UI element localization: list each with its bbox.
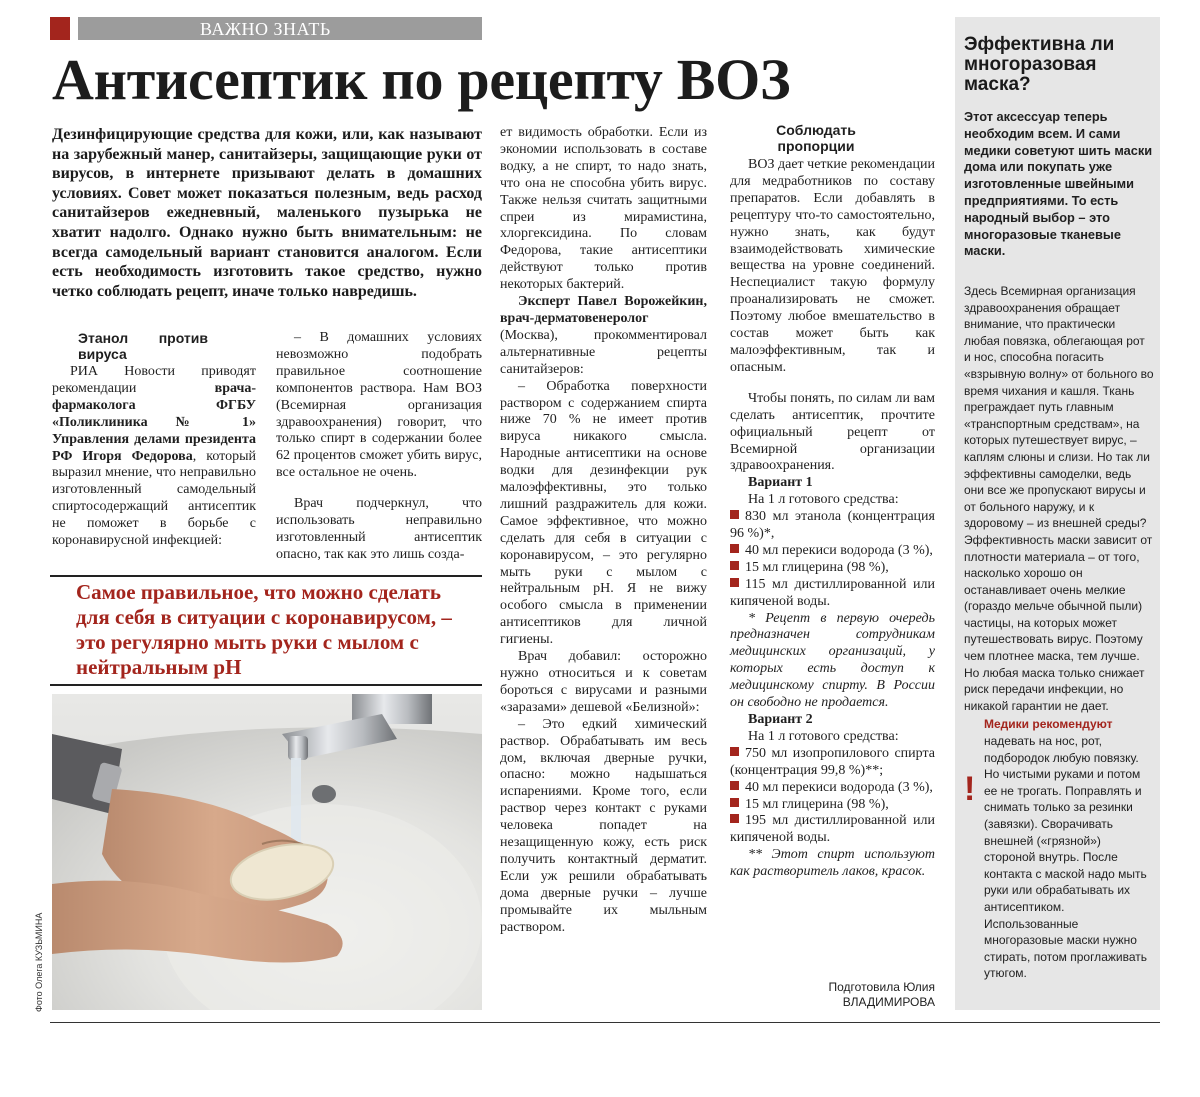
column-1 — [52, 330, 256, 550]
variant-2-intro: На 1 л готового средства: — [748, 728, 899, 744]
pull-quote-bottom-rule — [50, 684, 482, 686]
col2-paragraph-2: Врач подчеркнул, что использовать неправильно изготовленный антисептик опасно, так как это лишь созда- — [276, 496, 482, 562]
subhead-proportions: Соблюдать пропорции — [776, 122, 856, 154]
photo-credit: Фото Олега КУЗЬМИНА — [34, 912, 44, 1012]
col3-paragraph-2: Эксперт Павел Ворожейкин, врач-дерматовенеролог (Москва), прокомментировал альтернативные рецепты санитайзеров: — [500, 294, 707, 377]
list-item: 115 мл дистиллированной или кипяченой воды. — [730, 576, 935, 609]
exclamation-icon: ! — [964, 770, 976, 808]
column-2 — [276, 330, 482, 564]
list-item: 15 мл глицерина (98 %), — [730, 797, 935, 814]
list-item: 195 мл дистиллированной или кипяченой воды. — [730, 813, 935, 846]
page-bottom-rule — [50, 1022, 1160, 1023]
pull-quote: Самое правильное, что можно сделать для себя в ситуации с коронавирусом, – это регулярно мыть руки с мылом с нейтральным pH — [76, 580, 452, 679]
article-headline: Антисептик по рецепту ВОЗ — [52, 47, 791, 112]
handwashing-illustration — [52, 694, 482, 1010]
variant-1-intro: На 1 л готового средства: — [748, 492, 899, 508]
col4-paragraph-2: Чтобы понять, по силам ли вам сделать антисептик, прочтите официальный рецепт от Всемирной организации здравоохранения. — [730, 390, 935, 474]
col3-paragraph-5: – Это едкий химический раствор. Обрабатывать им весь дом, включая дверные ручки, опасно: можно надышаться испарениями. Кроме того, если раствор через контакт с руками человека попадет на незащищенную кожу, есть риск получить контактный дерматит. Если уж решили обрабатывать дома дверные ручки – лучше промывайте их мыльным раствором. — [500, 716, 707, 935]
list-item: 40 мл перекиси водорода (3 %), — [730, 780, 935, 797]
rubric-label: ВАЖНО ЗНАТЬ — [200, 19, 331, 39]
bullet-icon — [730, 578, 739, 587]
article-lead — [52, 125, 482, 301]
rubric-marker — [50, 17, 70, 40]
variant-2-note: ** Этот спирт используют как растворитель лаков, красок. — [730, 847, 935, 880]
bullet-icon — [730, 781, 739, 790]
col3-paragraph-4: Врач добавил: осторожно нужно относиться и к советам бороться с вирусами и разными «заразами» дешевой «Белизной»: — [500, 649, 707, 715]
sidebar-paragraph: Здесь Всемирная организация здравоохранения обращает внимание, что практически любая повязка, облегающая рот и нос, способна погасить «взрывную волну» от больного во время чихания и кашля. Ткань преграждает путь главным «транспортным средствам», на которых путешествует вирус, – каплям слюны и слизи. Но так ли эффективны самоделки, ведь они все же пропускают вирусы и от больного наружу, и к здоровому – из внешней среды? Эффективность маски зависит от плотности материала – от того, насколько хорошо он останавливает очень мелкие (гораздо мельче обычной пыли) частицы, на которых может путешествовать вирус. Поэтому чем плотнее маска, тем лучше. Но любая маска только снижает риск передачи инфекции, но никакой гарантии не дает. — [964, 284, 1154, 713]
list-item: 830 мл этанола (концентрация 96 %)*, — [730, 509, 935, 542]
variant-1-note: * Рецепт в первую очередь предназначен сотрудникам медицинских организаций, у которых есть доступ к медицинскому спирту. В России он свободно не продается. — [730, 610, 935, 711]
col4-paragraph-1: ВОЗ дает четкие рекомендации для медработников по составу препаратов. Если добавлять в рецептуру что-то самостоятельно, нужно знать, как будут взаимодействовать химические вещества на уровне соединений. Неспециалист такую формулу проанализировать не сможет. Поэтому любое вмешательство в состав может быть как малоэффективным, так и опасным. — [730, 157, 935, 375]
bullet-icon — [730, 544, 739, 553]
sidebar-recommendation: Медики рекомендуют надевать на нос, рот, подбородок любую повязку. Но чистыми руками и потом ее не трогать. Поправлять и снимать только за резинки (завязки). Сворачивать внешней («грязной») стороной внутрь. После контакта с маской надо мыть руки или обрабатывать их антисептиком. Использованные многоразовые маски нужно стирать, потом проглаживать утюгом. — [984, 717, 1147, 981]
pull-quote-top-rule — [50, 575, 482, 577]
variant-2-list — [730, 746, 935, 847]
lead-text: Дезинфицирующие средства для кожи, или, как называют на зарубежный манер, санитайзеры, защищающие руки от вирусов, в интернете призывают делать в домашних условиях. Совет может показаться полезным, ведь расход санитайзеров ежедневный, маленького пузырька не хватит надолго. Однако нужно быть внимательным: не всегда самодельный вариант становится аналогом. Если есть необходимость изготовить такое средство, нужно четко соблюдать рецепт, иначе только навредишь. — [52, 126, 482, 300]
bullet-icon — [730, 798, 739, 807]
sidebar-title: Эффективна ли многоразовая маска? — [964, 34, 1115, 95]
bullet-icon — [730, 747, 739, 756]
variant-1-title: Вариант 1 — [748, 475, 813, 491]
author-credit: Подготовила Юлия ВЛАДИМИРОВА — [828, 980, 935, 1009]
list-item: 40 мл перекиси водорода (3 %), — [730, 543, 935, 560]
col3-paragraph-3: – Обработка поверхности раствором с содержанием спирта ниже 70 % не имеет против вируса никакого смысла. Народные антисептики на основе водки для дезинфекции рук малоэффективны, это только лишний раздражитель для кожи. Самое эффективное, что можно сделать для себя в ситуации с коронавирусом, – это регулярно мыть руки с мылом с нейтральным pH. Я не вижу особого смысла в применении антисептиков для личной гигиены. — [500, 378, 707, 648]
sidebar-lead: Этот аксессуар теперь необходим всем. И сами медики советуют шить маски дома или покупать уже изготовленные швейными предприятиями. То есть народный выбор – это многоразовые тканевые маски. — [964, 109, 1153, 259]
col3-paragraph-1: ет видимость обработки. Если из экономии использовать в составе водку, а не спирт, то надо знать, что она не способна убить вирус. Также нельзя считать защитными спреи из мирамистина, хлоргексидина. По словам Федорова, такие антисептики действуют только против некоторых бактерий. — [500, 125, 707, 293]
photo-handwashing — [52, 694, 482, 1010]
col2-paragraph-1: – В домашних условиях невозможно подобрать правильное соотношение компонентов раствора. Нам ВОЗ (Всемирная организация здравоохранения) говорит, что только спирт в содержании более 62 процентов сможет убить вирус, все остальное не очень. — [276, 330, 482, 481]
bullet-icon — [730, 561, 739, 570]
column-4 — [730, 122, 935, 881]
column-3 — [500, 125, 707, 937]
list-item: 750 мл изопропилового спирта (концентрация 99,8 %)**; — [730, 745, 935, 778]
bullet-icon — [730, 510, 739, 519]
subhead-ethanol: Этанол против вируса — [78, 330, 208, 362]
col1-paragraph: РИА Новости приводят рекомендации врача-фармаколога ФГБУ «Поликлиника № 1» Управления делами президента РФ Игоря Федорова, который выразил мнение, что неправильно изготовленный самодельный спиртосодержащий антисептик не поможет в борьбе с коронавирусной инфекцией: — [52, 364, 256, 549]
bullet-icon — [730, 814, 739, 823]
variant-2-title: Вариант 2 — [748, 712, 813, 727]
list-item: 15 мл глицерина (98 %), — [730, 560, 935, 577]
sidebar-body — [964, 283, 1154, 982]
variant-1-list — [730, 509, 935, 610]
